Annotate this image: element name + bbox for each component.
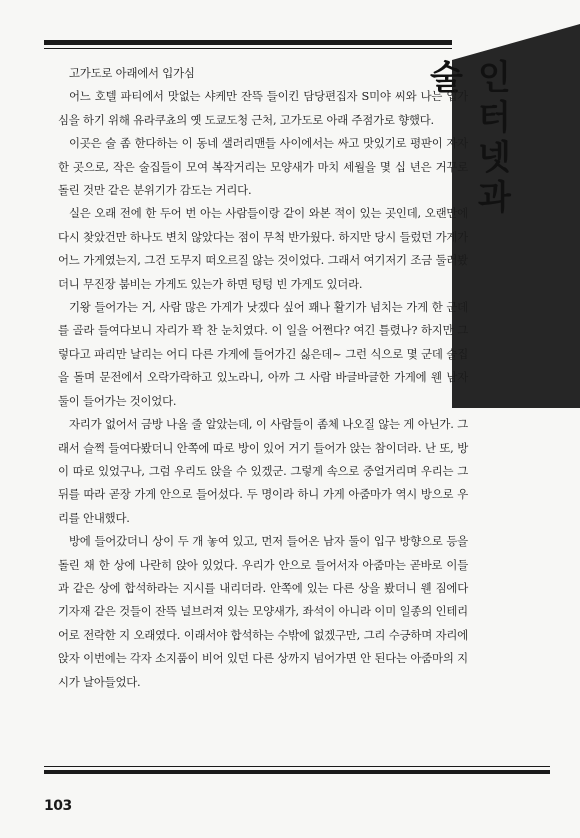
chapter-title-char: 넷 bbox=[478, 138, 511, 178]
chapter-title-char: 터 bbox=[478, 98, 511, 138]
chapter-title-char: 과 bbox=[478, 178, 511, 218]
chapter-title bbox=[478, 58, 511, 218]
paragraph: 기왕 들어가는 거, 사람 많은 가게가 낫겠다 싶어 꽤나 활기가 넘치는 가게 한 군데를 골라 들여다보니 자리가 꽉 찬 눈치였다. 이 일을 어쩐다? 여긴 틀렸나? 하지만 그렇다고 파리만 날리는 어디 다른 가게에 들어가긴 싫은데~ 그런 식으로 몇 군데 술집을 돌며 문전에서 오락가락하고 있노라니, 아까 그 사람 바글바글한 가게에 웬 남자 둘이 들어가는 것이었다. bbox=[58, 300, 468, 408]
paragraph: 어느 호텔 파티에서 맛없는 샤케만 잔뜩 들이킨 담당편집자 S미야 씨와 나는 입가심을 하기 위해 유라쿠쵸의 옛 도쿄도청 근처, 고가도로 아래 주점가로 향했다. bbox=[58, 89, 468, 127]
side-tab bbox=[452, 0, 580, 408]
chapter-subtitle-char: 술 bbox=[430, 58, 463, 98]
chapter-title-char: 인 bbox=[478, 58, 511, 98]
bottom-rule-thick bbox=[44, 770, 550, 774]
paragraph: 실은 오래 전에 한 두어 번 아는 사람들이랑 같이 와본 적이 있는 곳인데, 오랜만에 다시 찾았건만 하나도 변치 않았다는 점이 무척 반가웠다. 하지만 당시 들렀던 가게가 어느 가게였는지, 그건 도무지 떠오르질 않는 것이었다. 그래서 여기저기 조금 둘러봤더니 무진장 붐비는 가게도 있는가 하면 텅텅 빈 가게도 있더라. bbox=[58, 206, 468, 291]
top-rule-thin bbox=[44, 48, 484, 49]
paragraph: 자리가 없어서 금방 나올 줄 알았는데, 이 사람들이 좀체 나오질 않는 게 아닌가. 그래서 슬쩍 들여다봤더니 안쪽에 따로 방이 있어 거기 들어가 앉는 참이더라. 난 또, 방이 따로 있었구나, 그럼 우리도 앉을 수 있겠군. 그렇게 속으로 중얼거리며 우리는 그 뒤를 따라 곧장 가게 안으로 들어섰다. 두 명이라 하니 가게 아줌마가 역시 방으로 우리를 안내했다. bbox=[58, 417, 468, 525]
article-body bbox=[58, 62, 468, 694]
paragraph: 이곳은 술 좀 한다하는 이 동네 샐러리맨들 사이에서는 싸고 맛있기로 평판이 자자한 곳으로, 작은 술집들이 모여 복작거리는 모양새가 마치 세월을 몇 십 년은 거꾸로 돌린 것만 같은 분위기가 감도는 거리다. bbox=[58, 136, 468, 198]
top-rule-thick bbox=[44, 40, 484, 45]
paragraph: 방에 들어갔더니 상이 두 개 놓여 있고, 먼저 들어온 남자 둘이 입구 방향으로 등을 돌린 채 한 상에 나란히 앉아 있었다. 우리가 안으로 들어서자 아줌마는 곧바로 이들과 같은 상에 합석하라는 지시를 내리더라. 안쪽에 있는 다른 상을 봤더니 웬 짐에다 기자재 같은 것들이 잔뜩 널브러져 있는 모양새가, 좌석이 아니라 이미 일종의 인테리어로 전락한 지 오래였다. 이래서야 합석하는 수밖에 없겠구만, 그리 수긍하며 자리에 앉자 이번에는 각자 소지품이 비어 있던 다른 상까지 넘어가면 안 된다는 아줌마의 지시가 날아들었다. bbox=[58, 534, 468, 689]
bottom-rule-thin bbox=[44, 766, 550, 767]
section-heading: 고가도로 아래에서 입가심 bbox=[69, 66, 195, 80]
page-number: 103 bbox=[44, 798, 72, 814]
